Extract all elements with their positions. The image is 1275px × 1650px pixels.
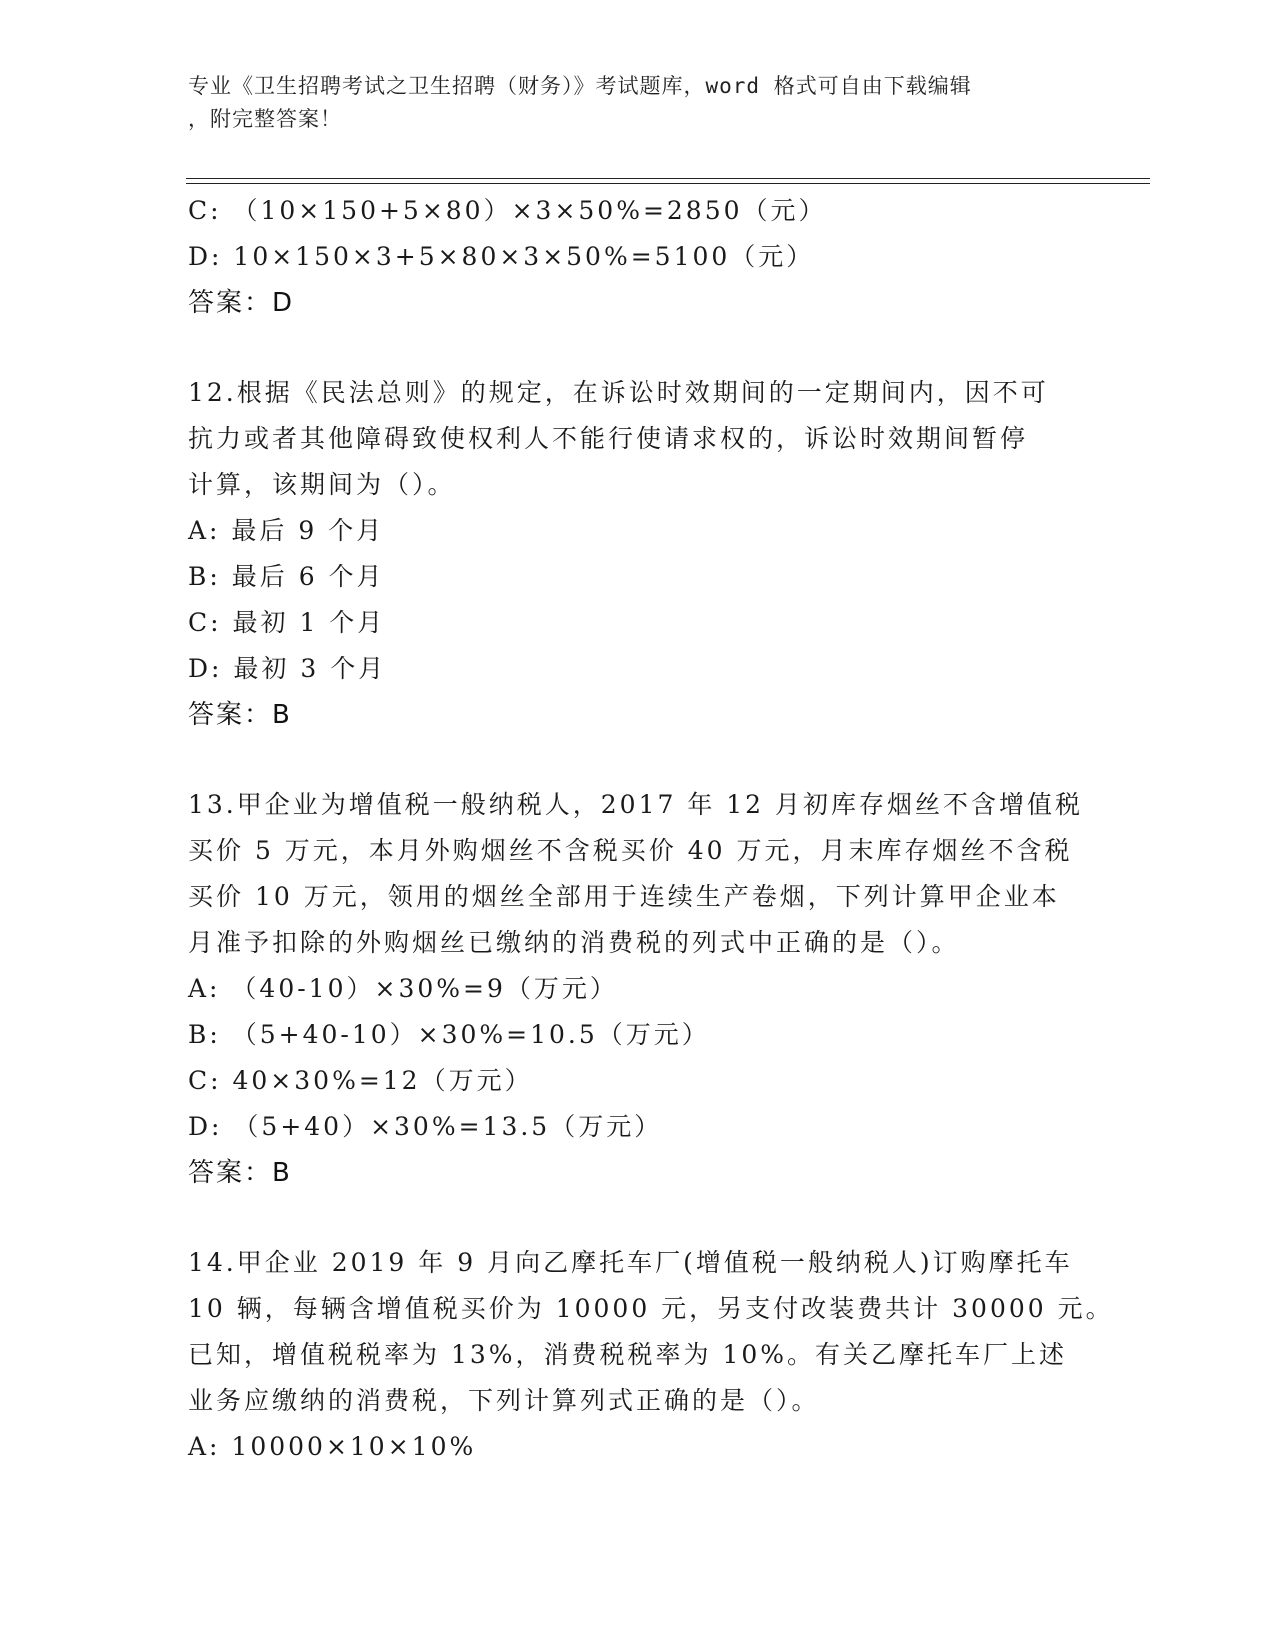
q14-stem-line-3: 已知，增值税税率为 13%，消费税税率为 10%。有关乙摩托车厂上述: [188, 1340, 1068, 1369]
q12-stem-line-1: 12.根据《民法总则》的规定，在诉讼时效期间的一定期间内，因不可: [188, 378, 1049, 407]
q12-answer: 答案：B: [188, 700, 292, 730]
q13-stem-line-4: 月准予扣除的外购烟丝已缴纳的消费税的列式中正确的是（）。: [188, 928, 960, 957]
spacer: [188, 326, 1088, 370]
q13-option-c: C: 40×30%=12（万元）: [188, 1066, 533, 1095]
spacer: [188, 738, 1088, 782]
q13-stem-line-1: 13.甲企业为增值税一般纳税人，2017 年 12 月初库存烟丝不含增值税: [188, 790, 1084, 819]
q12-option-b: B: 最后 6 个月: [188, 562, 385, 591]
q12-option-a: A: 最后 9 个月: [188, 516, 385, 545]
q12-stem-line-2: 抗力或者其他障碍致使权利人不能行使请求权的，诉讼时效期间暂停: [188, 424, 1029, 453]
q14-stem-line-1: 14.甲企业 2019 年 9 月向乙摩托车厂(增值税一般纳税人)订购摩托车: [188, 1248, 1073, 1277]
question-content: [188, 188, 1114, 1470]
header-divider-top: [186, 178, 1150, 179]
header-title-line-1: 专业《卫生招聘考试之卫生招聘（财务）》考试题库，word 格式可自由下载编辑: [188, 74, 972, 98]
q12-option-d: D: 最初 3 个月: [188, 654, 387, 683]
q14-stem-line-4: 业务应缴纳的消费税，下列计算列式正确的是（）。: [188, 1386, 820, 1415]
q13-answer: 答案：B: [188, 1158, 292, 1188]
header-divider-bottom: [186, 183, 1150, 184]
q13-option-a: A: （40-10）×30%=9（万元）: [188, 974, 618, 1003]
q11-option-d: D: 10×150×3+5×80×3×50%=5100（元）: [188, 242, 815, 271]
q13-option-d: D: （5+40）×30%=13.5（万元）: [188, 1112, 663, 1141]
q12-stem-line-3: 计算，该期间为（）。: [188, 470, 456, 499]
q13-stem-line-3: 买价 10 万元，领用的烟丝全部用于连续生产卷烟，下列计算甲企业本: [188, 882, 1060, 911]
q13-stem-line-2: 买价 5 万元，本月外购烟丝不含税买价 40 万元，月末库存烟丝不含税: [188, 836, 1073, 865]
q11-option-c: C: （10×150+5×80）×3×50%=2850（元）: [188, 196, 827, 225]
q13-option-b: B: （5+40-10）×30%=10.5（万元）: [188, 1020, 710, 1049]
q12-option-c: C: 最初 1 个月: [188, 608, 386, 637]
spacer: [188, 1196, 1088, 1240]
document-header: [188, 70, 1088, 136]
q14-stem-line-2: 10 辆，每辆含增值税买价为 10000 元，另支付改装费共计 30000 元。: [188, 1294, 1114, 1323]
q11-answer: 答案：D: [188, 288, 295, 318]
header-title-line-2: ，附完整答案！: [188, 107, 342, 131]
q14-option-a: A: 10000×10×10%: [188, 1432, 477, 1461]
